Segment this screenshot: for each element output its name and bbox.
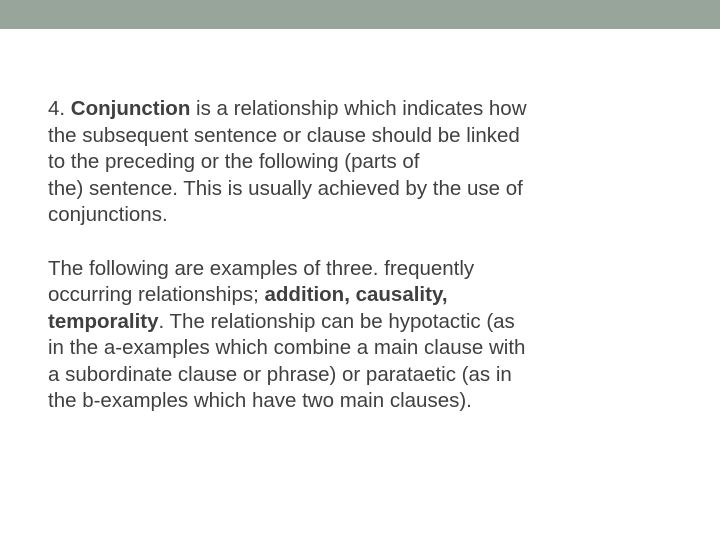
text-line: conjunctions. xyxy=(48,203,168,226)
top-accent-bar xyxy=(0,0,720,29)
text-fragment: is a relationship which indicates how xyxy=(190,97,527,120)
text-line xyxy=(48,309,638,336)
text-line: in the a-examples which combine a main clause with xyxy=(48,336,526,359)
text-line: The following are examples of three. frequently xyxy=(48,256,475,280)
text-fragment: . The relationship can be hypotactic (as xyxy=(158,309,515,333)
paragraph-examples xyxy=(48,256,638,415)
term-addition-causality: addition, causality, xyxy=(264,283,448,306)
text-line: the) sentence. This is usually achieved by the use of xyxy=(48,176,523,200)
text-line: a subordinate clause or phrase) or parataetic (as in xyxy=(48,362,512,386)
list-number: 4. xyxy=(48,97,71,120)
text-line xyxy=(48,96,638,123)
text-fragment: occurring relationships; xyxy=(48,283,265,306)
term-temporality: temporality xyxy=(48,309,159,333)
paragraph-conjunction xyxy=(48,96,638,229)
term-conjunction: Conjunction xyxy=(70,97,191,120)
text-line: the subsequent sentence or clause should be linked xyxy=(48,123,520,147)
text-line: to the preceding or the following (parts of xyxy=(48,150,420,173)
text-line xyxy=(48,282,638,309)
slide-body xyxy=(48,96,638,415)
text-line: the b-examples which have two main clauses). xyxy=(48,389,472,412)
